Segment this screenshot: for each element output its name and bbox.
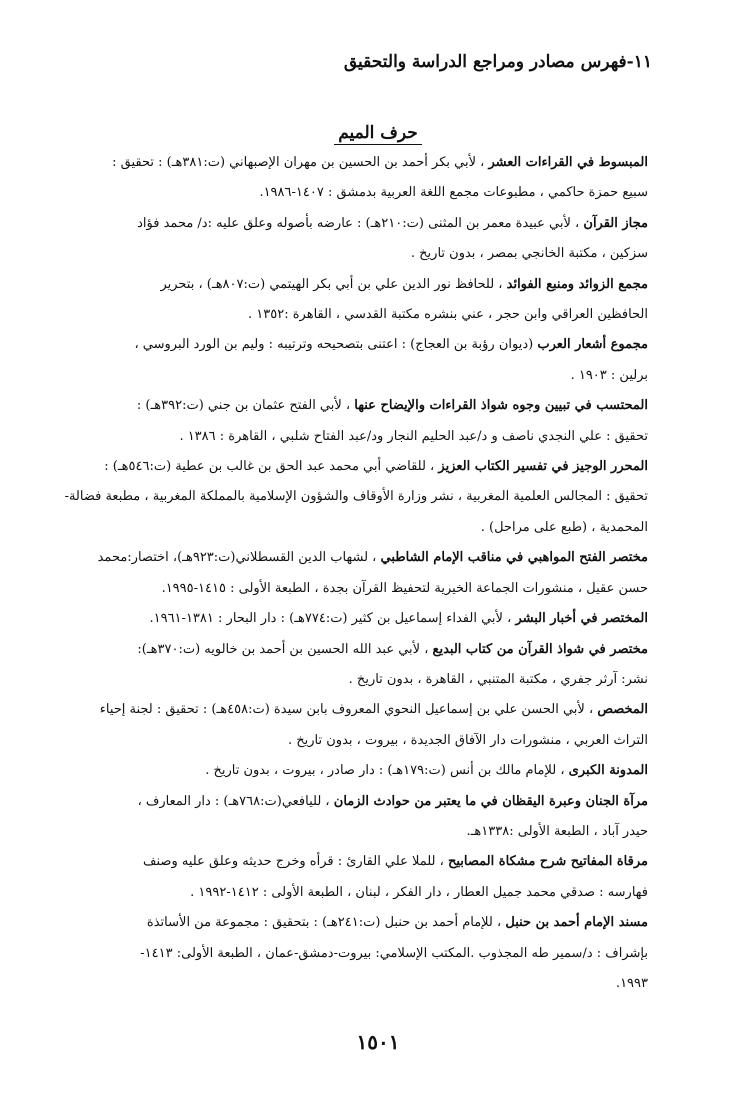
entry-details: ، لأبي بكر أحمد بن الحسين بن مهران الإصبهاني (ت:٣٨١هـ) : تحقيق : [112, 155, 485, 170]
page-number: ١٥٠١ [356, 1030, 400, 1054]
bibliography-entry [36, 543, 648, 604]
entry-details: ، لأبي الحسن علي بن إسماعيل النحوي المعروف بابن سيدة (ت:٤٥٨هـ) : تحقيق : لجنة إحياء [99, 702, 594, 718]
entry-continuation-line: فهارسه : صدقي محمد جميل العطار ، دار الفكر ، لبنان ، الطبعة الأولى : ١٤١٢-١٩٩٢ . [190, 884, 648, 900]
bibliography-entry [36, 330, 648, 391]
entry-continuation-line: حسن عقيل ، منشورات الجماعة الخيرية لتحفيظ القرآن بجدة ، الطبعة الأولى : ١٤١٥-١٩٩٥. [161, 580, 648, 596]
entry-title: مختصر في شواذ القرآن من كتاب البديع [432, 641, 648, 657]
entry-continuation-line: المحمدية ، (طبع على مراحل) . [480, 519, 648, 535]
entry-details: ، للإمام مالك بن أنس (ت:١٧٩هـ) : دار صادر ، بيروت ، بدون تاريخ . [205, 763, 565, 779]
bibliography-entry [36, 391, 648, 452]
entry-continuation-line: تحقيق : المجالس العلمية المغربية ، نشر وزارة الأوقاف والشؤون الإسلامية بالمملكة المغربية ، مطبعة فضالة- [64, 489, 648, 505]
entry-title: مجموع أشعار العرب [537, 337, 648, 353]
entry-title: مختصر الفتح المواهبي في مناقب الإمام الشاطبي [380, 550, 648, 566]
bibliography-entry [36, 695, 648, 756]
entry-title: مرآة الجنان وعبرة اليقظان في ما يعتبر من حوادث الزمان [333, 793, 648, 809]
entry-first-line [36, 787, 648, 817]
entry-details: (ديوان رؤبة بن العجاج) : اعتنى بتصحيحه وترتيبه : وليم بن الورد البروسي ، [134, 337, 534, 353]
entry-first-line [36, 148, 648, 178]
entry-first-line [36, 330, 648, 360]
entry-first-line [36, 452, 648, 482]
entry-first-line [36, 543, 648, 573]
entry-continuation-line: نشر: آرثر جفري ، مكتبة المتنبي ، القاهرة ، بدون تاريخ . [348, 671, 648, 687]
entry-first-line [36, 209, 648, 239]
entry-details: ، لشهاب الدين القسطلاني(ت:٩٢٣هـ)، اختصار:محمد [97, 550, 377, 566]
entry-first-line [36, 908, 648, 938]
entry-continuation-line: سبيع حمزة حاكمي ، مطبوعات مجمع اللغة العربية بدمشق : ١٤٠٧-١٩٨٦. [259, 185, 648, 201]
entry-details: ، للملا علي القارئ : قرأه وخرج حديثه وعلق عليه وصنف [143, 854, 444, 870]
entry-details: ، لليافعي(ت:٧٦٨هـ) : دار المعارف ، [137, 793, 330, 809]
entry-first-line [36, 756, 648, 786]
entry-continuation-line: برلين : ١٩٠٣ . [570, 367, 648, 383]
entry-continuation-line: تحقيق : علي النجدي ناصف و د/عبد الحليم النجار ود/عبد الفتاح شلبي ، القاهرة : ١٣٨٦ . [179, 428, 648, 444]
bibliography-entry [36, 847, 648, 908]
bibliography-entry [36, 148, 648, 209]
section-title [0, 123, 756, 145]
running-header: ١١-فهرس مصادر ومراجع الدراسة والتحقيق [343, 52, 652, 72]
entry-title: مجاز القرآن [583, 215, 648, 231]
entry-continuation-line: التراث العربي ، منشورات دار الآفاق الجديدة ، بيروت ، بدون تاريخ . [288, 732, 648, 748]
entry-title: مرقاة المفاتيح شرح مشكاة المصابيح [447, 854, 648, 870]
bibliography-entry [36, 756, 648, 786]
bibliography-entry [36, 604, 648, 634]
entry-first-line [36, 847, 648, 877]
entry-continuation-line: حيدر آباد ، الطبعة الأولى :١٣٣٨هـ. [466, 823, 648, 839]
entry-title: المختصر في أخبار البشر [515, 611, 648, 627]
entry-title: المحتسب في تبيين وجوه شواذ القراءات والإيضاح عنها [354, 398, 648, 414]
entry-details: ، للإمام أحمد بن حنبل (ت:٢٤١هـ) : بتحقيق : مجموعة من الأساتذة [146, 915, 502, 931]
entry-continuation-line: ١٩٩٣. [615, 975, 648, 991]
entry-first-line [36, 604, 648, 634]
bibliography-entry [36, 209, 648, 270]
entry-details: ، لأبي عبيدة معمر بن المثنى (ت:٢١٠هـ) : عارضه بأصوله وعلق عليه :د/ محمد فؤاد [137, 215, 580, 231]
entry-title: المحرر الوجيز في تفسير الكتاب العزيز [438, 459, 648, 475]
bibliography-entry [36, 635, 648, 696]
bibliography-entry [36, 452, 648, 543]
entry-title: مسند الإمام أحمد بن حنبل [505, 915, 648, 931]
entry-continuation-line: الحافظين العراقي وابن حجر ، عني بنشره مكتبة القدسي ، القاهرة :١٣٥٢ . [248, 307, 648, 323]
entry-details: ، لأبي عبد الله الحسين بن أحمد بن خالويه (ت:٣٧٠هـ): [137, 641, 429, 657]
entry-title: المدونة الكبرى [568, 763, 648, 779]
entry-details: ، للقاضي أبي محمد عبد الحق بن غالب بن عطية (ت:٥٤٦هـ) : [104, 459, 435, 475]
entry-details: ، للحافظ نور الدين علي بن أبي بكر الهيتمي (ت:٨٠٧هـ) ، بتحرير [160, 276, 503, 292]
entry-details: ، لأبي الفتح عثمان بن جني (ت:٣٩٢هـ) : [136, 398, 351, 414]
entry-first-line [36, 635, 648, 665]
bibliography-list [36, 148, 648, 999]
bibliography-entry [36, 270, 648, 331]
entry-title: مجمع الزوائد ومنبع الفوائد [506, 276, 648, 292]
entry-continuation-line: سزكين ، مكتبة الخانجي بمصر ، بدون تاريخ . [410, 246, 648, 262]
entry-first-line [36, 391, 648, 421]
entry-first-line [36, 270, 648, 300]
entry-title: المبسوط في القراءات العشر [488, 155, 648, 170]
bibliography-entry [36, 908, 648, 999]
entry-continuation-line: بإشراف : د/سمير طه المجذوب .المكتب الإسلامي: بيروت-دمشق-عمان ، الطبعة الأولى: ١٤١٣- [140, 945, 648, 961]
entry-first-line [36, 695, 648, 725]
bibliography-entry [36, 787, 648, 848]
entry-details: ، لأبي الفداء إسماعيل بن كثير (ت:٧٧٤هـ) : دار البحار : ١٣٨١-١٩٦١. [149, 611, 512, 627]
section-title-text: حرف الميم [334, 123, 422, 145]
entry-title: المخصص [597, 702, 648, 718]
